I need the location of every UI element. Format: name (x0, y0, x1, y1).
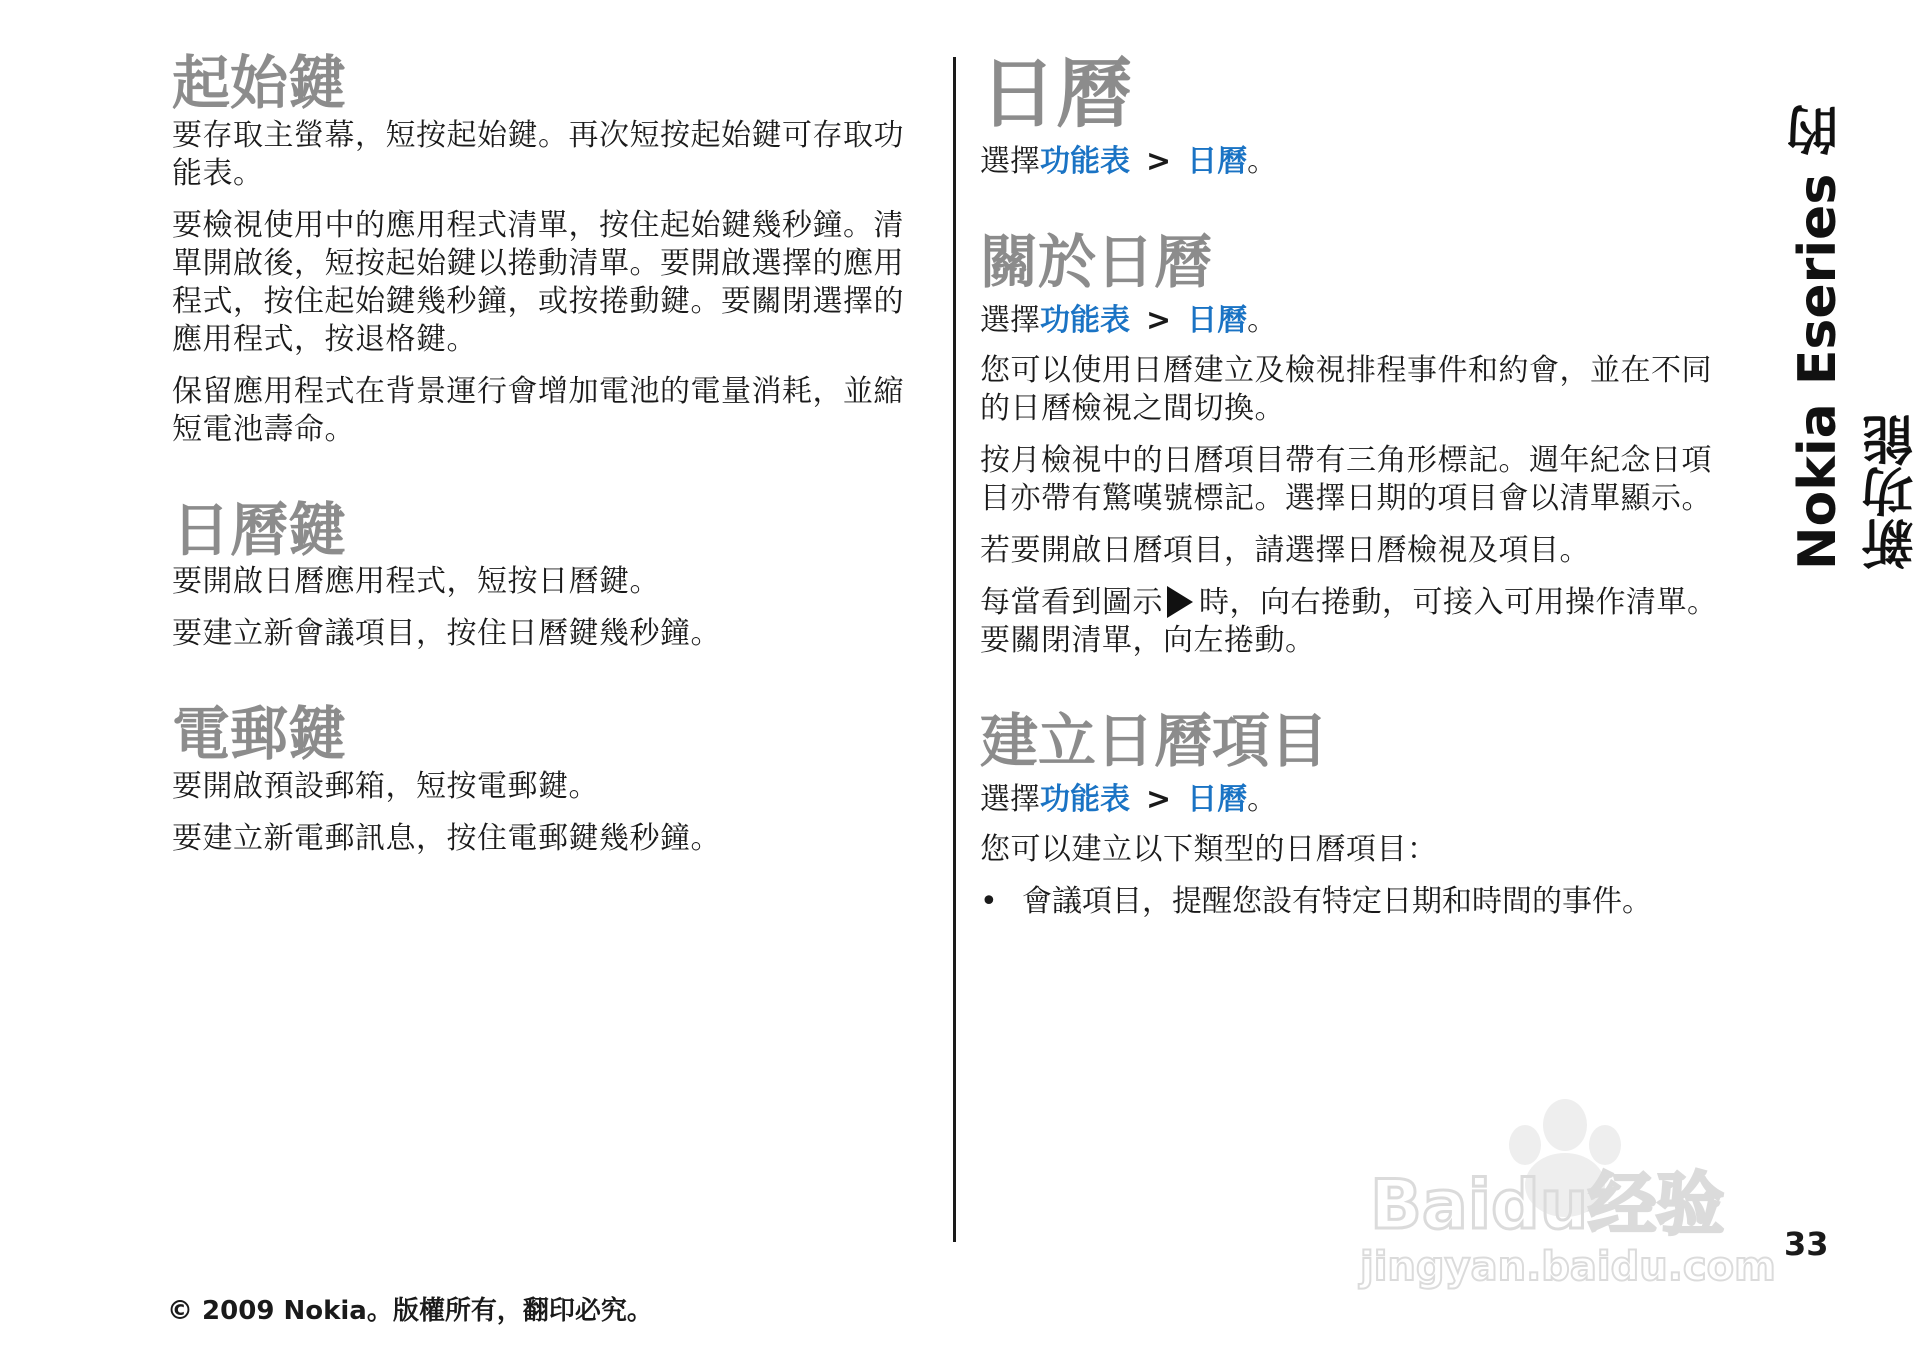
about-paragraph-3: 若要開啟日曆項目，請選擇日曆檢視及項目。 (980, 533, 1590, 569)
calendar-key-paragraph-2: 要建立新會議項目，按住日曆鍵幾秒鐘。 (172, 616, 721, 652)
email-key-paragraph-2: 要建立新電郵訊息，按住電郵鍵幾秒鐘。 (172, 821, 721, 857)
baidu-watermark-logo (1340, 1090, 1780, 1290)
about-nav-path (980, 302, 1736, 340)
section-calendar (980, 50, 1736, 181)
bullet-text: 會議項目，提醒您設有特定日期和時間的事件。 (1022, 883, 1652, 919)
nav-link-menu[interactable]: 功能表 (1040, 781, 1130, 817)
heading-calendar-key: 日曆鍵 (172, 495, 347, 564)
nav-separator: > (1146, 303, 1172, 339)
calendar-nav-path (980, 143, 1736, 181)
section-email-key (172, 701, 934, 858)
home-key-paragraph-3: 保留應用程式在背景運行會增加電池的電量消耗，並縮短電池壽命。 (172, 373, 904, 447)
play-arrow-icon (1167, 586, 1193, 618)
nav-prefix: 選擇 (980, 144, 1040, 180)
section-home-key (172, 50, 934, 449)
nav-link-calendar[interactable]: 日曆 (1187, 144, 1248, 180)
heading-calendar: 日曆 (980, 49, 1132, 138)
right-column (980, 50, 1736, 969)
page-number: 33 (1784, 1225, 1829, 1263)
nav-prefix: 選擇 (980, 303, 1040, 339)
section-calendar-key (172, 497, 934, 654)
copyright-footer: © 2009 Nokia。版權所有，翻印必究。 (167, 1296, 653, 1326)
heading-email-key: 電郵鍵 (172, 700, 347, 769)
heading-create-entry: 建立日曆項目 (980, 707, 1329, 776)
section-about-calendar (980, 229, 1736, 660)
nav-link-calendar[interactable]: 日曆 (1187, 781, 1248, 817)
about-paragraph-4 (980, 584, 1736, 660)
section-create-entry (980, 708, 1736, 921)
heading-about-calendar: 關於日曆 (980, 228, 1213, 297)
heading-home-key: 起始鍵 (172, 49, 347, 117)
about-paragraph-2: 按月檢視中的日曆項目帶有三角形標記。週年紀念日項目亦帶有驚嘆號標記。選擇日期的項目會以清單顯示。 (980, 443, 1712, 517)
nav-separator: > (1146, 144, 1172, 180)
nav-end: 。 (1247, 303, 1278, 339)
nav-prefix: 選擇 (980, 781, 1040, 817)
watermark-line-2: jingyan.baidu.com (1360, 1244, 1776, 1290)
calendar-key-paragraph-1: 要開啟日曆應用程式，短按日曆鍵。 (172, 564, 660, 600)
nav-link-menu[interactable]: 功能表 (1040, 303, 1130, 339)
nav-separator: > (1146, 781, 1172, 817)
bullet-mark: • (980, 883, 998, 919)
watermark-line-1: Baidu经验 (1370, 1166, 1725, 1245)
about-p4-after: 時，向右捲動，可接入可用操作清單。要關閉清單，向左捲動。 (980, 585, 1718, 659)
about-p4-before: 每當看到圖示 (980, 585, 1163, 621)
nav-link-calendar[interactable]: 日曆 (1187, 303, 1248, 339)
home-key-paragraph-1: 要存取主螢幕，短按起始鍵。再次短按起始鍵可存取功能表。 (172, 117, 904, 191)
nav-link-menu[interactable]: 功能表 (1040, 144, 1130, 180)
create-paragraph-1: 您可以建立以下類型的日曆項目： (980, 831, 1438, 867)
nav-end: 。 (1247, 781, 1278, 817)
email-key-paragraph-1: 要開啟預設郵箱，短按電郵鍵。 (172, 769, 599, 805)
column-divider (953, 57, 956, 1242)
home-key-paragraph-2: 要檢視使用中的應用程式清單，按住起始鍵幾秒鐘。清單開啟後，短按起始鍵以捲動清單。要開啟選擇的應用程式，按住起始鍵幾秒鐘，或按捲動鍵。要關閉選擇的應用程式，按退格鍵。 (172, 207, 904, 357)
about-paragraph-1: 您可以使用日曆建立及檢視排程事件和約會，並在不同的日曆檢視之間切換。 (980, 353, 1712, 427)
list-item (980, 883, 1736, 921)
side-chapter-title: Nokia Eseries 的新功能 (1788, 103, 1923, 570)
create-nav-path (980, 781, 1736, 819)
left-column (172, 50, 934, 906)
nav-end: 。 (1247, 144, 1278, 180)
